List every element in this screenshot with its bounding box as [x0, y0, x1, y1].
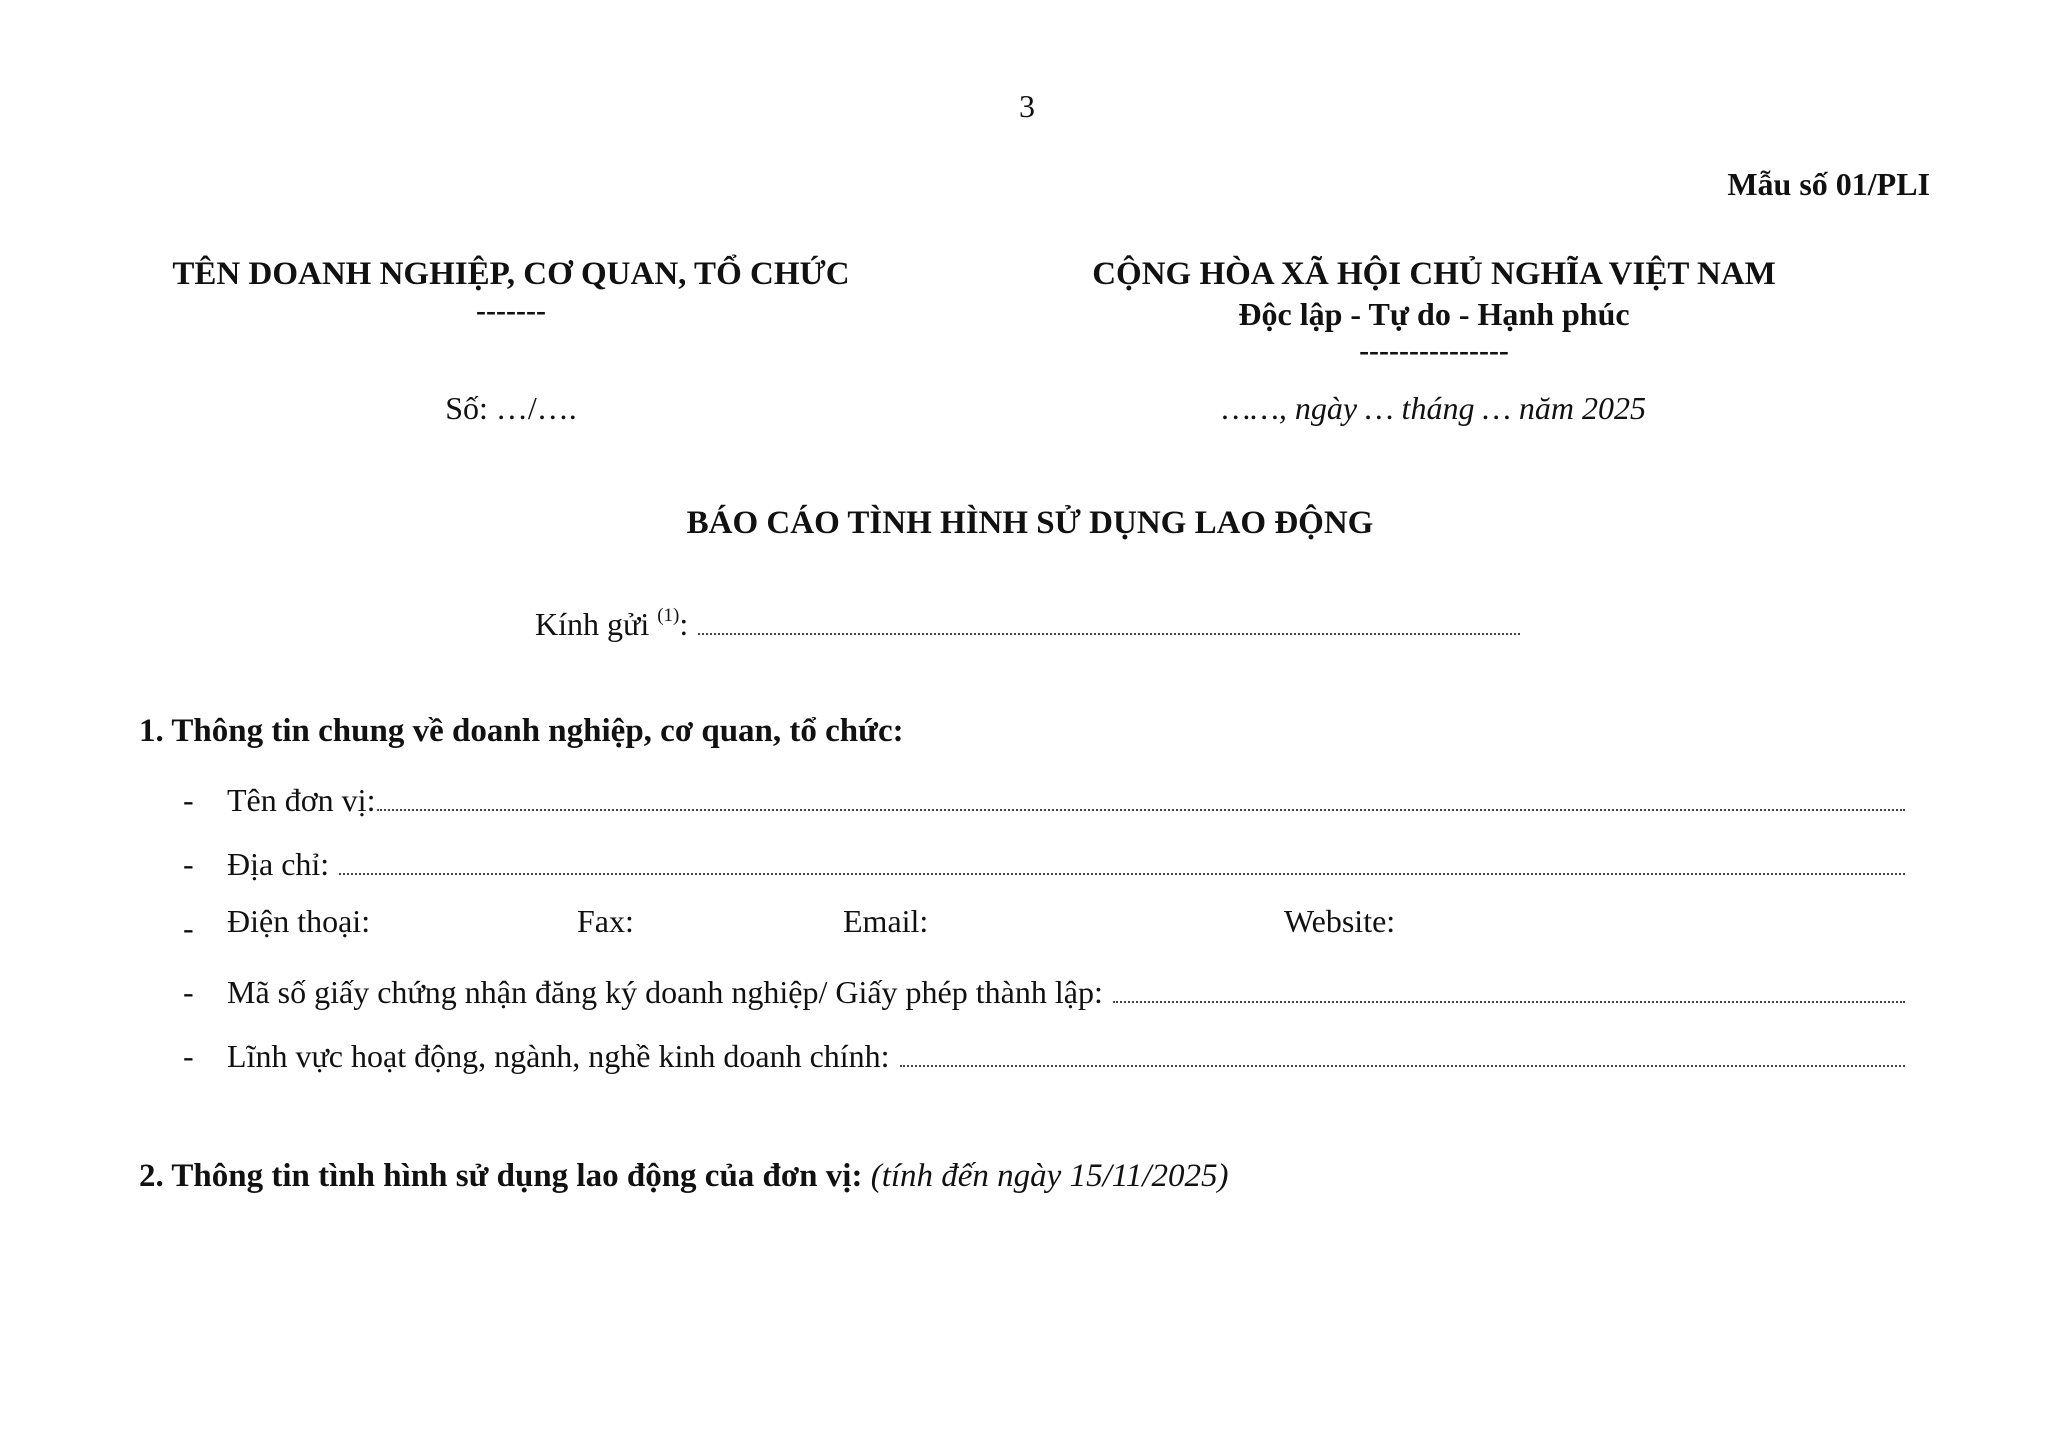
national-motto: Độc lập - Tự do - Hạnh phúc [1238, 296, 1630, 332]
list-dash: - [183, 782, 194, 818]
list-dash: - [183, 974, 194, 1010]
registration-row [183, 969, 1905, 1011]
organization-name: TÊN DOANH NGHIỆP, CƠ QUAN, TỔ CHỨC [172, 256, 850, 292]
unit-name-label: Tên đơn vị: [227, 782, 376, 818]
address-label: Địa chỉ: [227, 846, 330, 882]
footnote-marker: (1) [657, 605, 680, 626]
list-dash: - [183, 1038, 194, 1074]
phone-label: Điện thoại: [227, 903, 371, 939]
recipient-row [535, 601, 1520, 643]
business-field-fill-line[interactable] [900, 1065, 1905, 1067]
business-field-label: Lĩnh vực hoạt động, ngành, nghề kinh doanh chính: [227, 1038, 890, 1074]
recipient-fill-line[interactable] [698, 633, 1520, 635]
contact-row [183, 905, 1905, 947]
recipient-label: Kính gửi $^{(1)}$: [535, 605, 689, 642]
list-dash: - [183, 846, 194, 882]
report-title: BÁO CÁO TÌNH HÌNH SỬ DỤNG LAO ĐỘNG [686, 505, 1374, 541]
section-2-date-note: (tính đến ngày 15/11/2025) [870, 1158, 1229, 1194]
section-1-heading: 1. Thông tin chung về doanh nghiệp, cơ quan, tổ chức: [139, 713, 904, 749]
list-dash: - [183, 910, 194, 946]
website-label: Website: [1284, 903, 1396, 939]
nation-title: CỘNG HÒA XÃ HỘI CHỦ NGHĨA VIỆT NAM [1092, 256, 1776, 292]
form-code: Mẫu số 01/PLI [1727, 166, 1930, 202]
registration-label: Mã số giấy chứng nhận đăng ký doanh nghiệp/ Giấy phép thành lập: [227, 974, 1103, 1010]
unit-name-row [183, 777, 1905, 819]
document-number: Số: …/…. [445, 390, 577, 426]
unit-name-fill-line[interactable] [377, 809, 1905, 811]
section-2-title: 2. Thông tin tình hình sử dụng lao động của đơn vị: [139, 1158, 863, 1194]
address-fill-line[interactable] [339, 873, 1905, 875]
motto-separator: --------------- [1359, 334, 1509, 367]
business-field-row [183, 1033, 1905, 1075]
date-line: ……, ngày … tháng … năm 2025 [1221, 390, 1647, 426]
page-number: 3 [1019, 88, 1035, 124]
fax-label: Fax: [577, 903, 634, 939]
section-2-heading [139, 1158, 1228, 1195]
email-label: Email: [843, 903, 929, 939]
registration-fill-line[interactable] [1113, 1001, 1905, 1003]
organization-separator: ------- [476, 294, 546, 327]
address-row [183, 841, 1905, 883]
